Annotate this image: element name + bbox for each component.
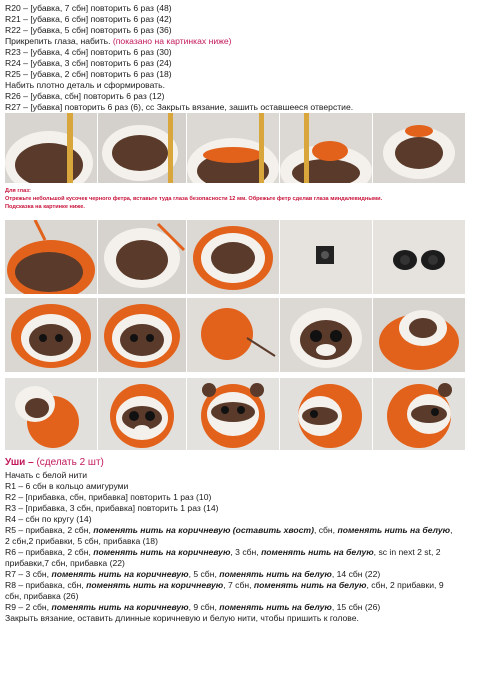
row-r27: R27 – [убавка] повторить 6 раз (6), сс Закрыть вязание, зашить оставшееся отверстие. <box>5 102 354 112</box>
photo-head-4 <box>280 298 372 372</box>
ears-r8-part: R8 – прибавка, сбн, <box>5 580 87 590</box>
ears-start: Начать с белой нити <box>5 470 88 480</box>
ears-r8-change-white: поменять нить на белую <box>253 580 367 590</box>
photo-final-2 <box>98 378 186 450</box>
photo-head-1 <box>5 298 97 372</box>
ears-r9-part: , 15 сбн (26) <box>331 602 381 612</box>
ears-r7 <box>5 569 380 579</box>
photo-final-4 <box>280 378 372 450</box>
ears-r7-part: , 14 сбн (22) <box>331 569 381 579</box>
ears-r5-part: , сбн, <box>313 525 338 535</box>
row-r26: R26 – [убавка, сбн] повторить 6 раз (12) <box>5 91 165 101</box>
photo-eye-1 <box>5 220 97 294</box>
ears-heading-note: (сделать 2 шт) <box>36 457 104 468</box>
ears-r7-part: , 5 сбн, <box>188 569 220 579</box>
ears-r6-change-white: поменять нить на белую <box>261 547 374 557</box>
row-r20: R20 – [убавка, 7 сбн] повторить 6 раз (48) <box>5 3 172 13</box>
row-r24: R24 – [убавка, 3 сбн] повторить 6 раз (24) <box>5 58 172 68</box>
ears-r5-change-white: поменять нить на белую <box>337 525 451 535</box>
row-r23: R23 – [убавка, 4 сбн] повторить 6 раз (30) <box>5 47 172 57</box>
photo-head-2 <box>98 298 186 372</box>
attach-eyes-line <box>5 36 232 46</box>
photo-final-5 <box>373 378 465 450</box>
photo-final-3 <box>187 378 279 450</box>
ears-r5-change-brown: поменять нить на коричневую (оставить хвост) <box>93 525 314 535</box>
ears-r2: R2 – [прибавка, сбн, прибавка] повторить 1 раз (10) <box>5 492 212 502</box>
ears-r8-part: , сбн, 2 прибавки, 9 <box>366 580 444 590</box>
ears-r3: R3 – [прибавка, 3 сбн, прибавка] повторить 1 раз (14) <box>5 503 219 513</box>
photo-step-1 <box>5 113 97 183</box>
ears-r9 <box>5 602 380 612</box>
eyes-line-1: Отрежьте небольшой кусочек черного фетра, вставьте туда глаза безопасности 12 мм. Обрежьте фетр сделав глаза миндалевидными. <box>5 196 383 202</box>
ears-r9-part: R9 – 2 сбн, <box>5 602 52 612</box>
ears-r7-change-white: поменять нить на белую <box>219 569 332 579</box>
ears-r8-cont: сбн, прибавка (26) <box>5 591 79 601</box>
row-r25: R25 – [убавка, 2 сбн] повторить 6 раз (18) <box>5 69 172 79</box>
ears-r5 <box>5 525 452 535</box>
photo-head-3 <box>187 298 279 372</box>
ears-r8-part: , 7 сбн, <box>223 580 254 590</box>
attach-eyes-text: Прикрепить глаза, набить. <box>5 36 113 46</box>
ears-r5-part: , <box>450 525 453 535</box>
ears-heading-title: Уши – <box>5 457 37 468</box>
ears-r6-part: , sc in next 2 st, 2 <box>373 547 441 557</box>
ears-r7-change-brown: поменять нить на коричневую <box>51 569 189 579</box>
eyes-title: Для глаз: <box>5 188 31 194</box>
ears-r6-cont: прибавки,7 сбн, прибавка (22) <box>5 558 125 568</box>
photo-step-3 <box>187 113 279 183</box>
ears-r5-part: R5 – прибавка, 2 сбн, <box>5 525 94 535</box>
photo-eye-2 <box>98 220 186 294</box>
eyes-line-2: Подсказка на картинке ниже. <box>5 204 85 210</box>
ears-heading <box>5 457 104 468</box>
attach-eyes-note: (показано на картинках ниже) <box>112 36 232 46</box>
ears-r8-change-brown: поменять нить на коричневую <box>86 580 224 590</box>
ears-r5-cont: 2 сбн,2 прибавки, 5 сбн, прибавка (18) <box>5 536 158 546</box>
ears-r9-change-brown: поменять нить на коричневую <box>51 602 189 612</box>
photo-final-1 <box>5 378 97 450</box>
row-r21: R21 – [убавка, 6 сбн] повторить 6 раз (42) <box>5 14 172 24</box>
ears-r6 <box>5 547 441 557</box>
ears-r7-part: R7 – 3 сбн, <box>5 569 52 579</box>
ears-r1: R1 – 6 сбн в кольцо амигуруми <box>5 481 129 491</box>
ears-close: Закрыть вязание, оставить длинные коричневую и белую нити, чтобы пришить к голове. <box>5 613 359 623</box>
ears-r6-part: , 3 сбн, <box>230 547 262 557</box>
photo-head-5 <box>373 298 465 372</box>
photo-step-5 <box>373 113 465 183</box>
stuff-line: Набить плотно деталь и сформировать. <box>5 80 165 90</box>
photo-step-4 <box>280 113 372 183</box>
ears-r9-part: , 9 сбн, <box>188 602 220 612</box>
ears-r6-change-brown: поменять нить на коричневую <box>93 547 231 557</box>
photo-step-2 <box>98 113 186 183</box>
row-r22: R22 – [убавка, 5 сбн] повторить 6 раз (36) <box>5 25 172 35</box>
ears-r4: R4 – сбн по кругу (14) <box>5 514 92 524</box>
photo-eye-3 <box>187 220 279 294</box>
ears-r6-part: R6 – прибавка, 2 сбн, <box>5 547 94 557</box>
photo-eye-felt <box>280 220 372 294</box>
ears-r9-change-white: поменять нить на белую <box>219 602 332 612</box>
photo-eye-pair <box>373 220 465 294</box>
ears-r8 <box>5 580 444 590</box>
